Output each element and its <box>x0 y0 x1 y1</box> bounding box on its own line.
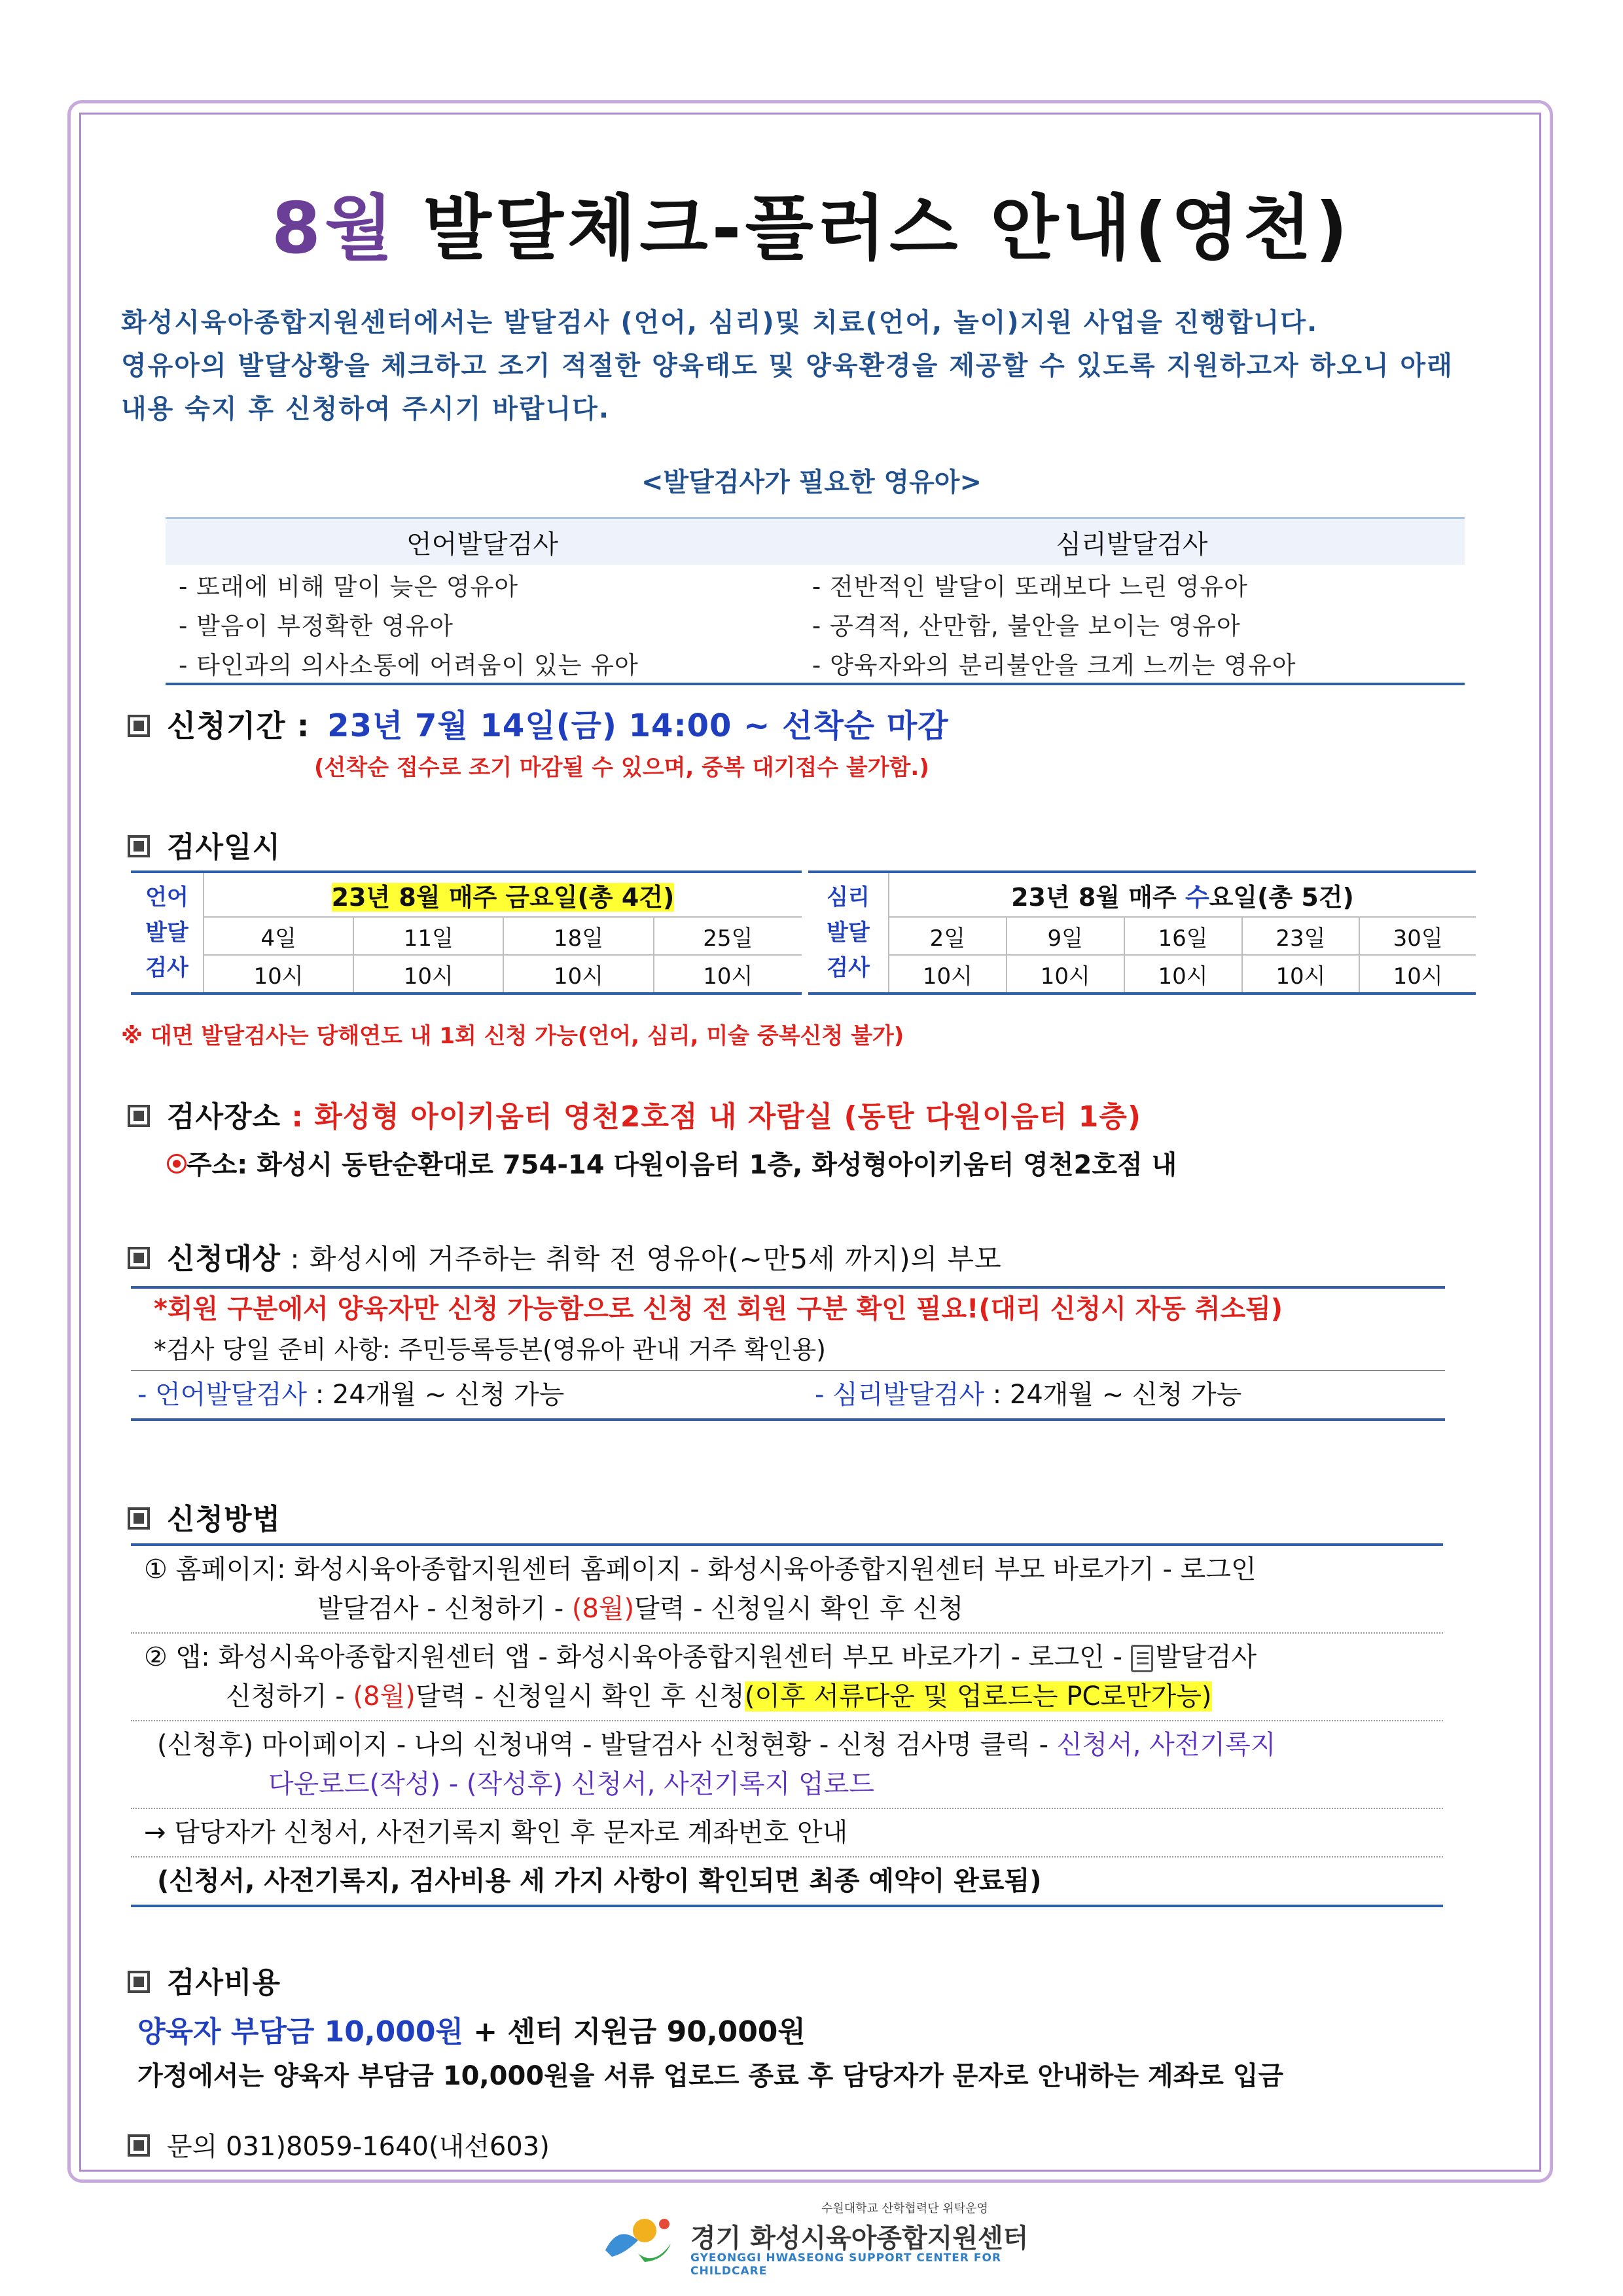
psych-schedule-header: 23년 8월 매주 수요일(총 5건) <box>889 872 1476 917</box>
time-cell: 10시 <box>1359 955 1476 994</box>
target-label: 신청대상 <box>167 1242 281 1276</box>
time-cell: 10시 <box>204 955 353 994</box>
time-cell: 10시 <box>889 955 1007 994</box>
intro-text <box>121 301 1522 431</box>
apply-period-label: 신청기간 : <box>167 708 310 744</box>
date-cell: 18일 <box>503 917 653 955</box>
square-bullet-icon <box>128 2134 150 2157</box>
title-main: 발달체크-플러스 안내(영천) <box>423 188 1352 270</box>
square-bullet-icon <box>128 1105 150 1127</box>
target-value: : 화성시에 거주하는 취학 전 영유아(~만5세 까지)의 부모 <box>281 1243 1002 1275</box>
need-cell: - 전반적인 발달이 또래보다 느린 영유아 <box>812 573 1248 601</box>
target-prep: *검사 당일 준비 사항: 주민등록등본(영유아 관내 거주 확인용) <box>131 1329 1445 1371</box>
cost-center: + 센터 지원금 90,000원 <box>463 2015 806 2049</box>
need-cell: - 타인과의 의사소통에 어려움이 있는 유아 <box>166 643 799 684</box>
footer-org-en: GYEONGGI HWASEONG SUPPORT CENTER FOR CHILDCARE <box>690 2251 1002 2278</box>
method-label: 신청방법 <box>167 1503 281 1536</box>
address-label: 주소: <box>187 1150 248 1180</box>
psych-side-label: 심리 발달 검사 <box>808 872 889 994</box>
cost-label: 검사비용 <box>167 1966 281 2000</box>
target-warning: *회원 구분에서 양육자만 신청 가능함으로 신청 전 회원 구분 확인 필요!(대리 신청시 자동 취소됨) <box>154 1294 1283 1324</box>
contact-label: 문의 031)8059-1640(내선603) <box>167 2132 550 2162</box>
date-cell: 30일 <box>1359 917 1476 955</box>
time-cell: 10시 <box>654 955 802 994</box>
need-cell: - 공격적, 산만함, 불안을 보이는 영유아 <box>812 612 1241 640</box>
lang-age-value: : 24개월 ~ 신청 가능 <box>307 1380 565 1410</box>
target-row <box>128 1235 1002 1277</box>
apply-period-note: (선착순 접수로 조기 마감될 수 있으며, 중복 대기접수 불가함.) <box>314 755 929 781</box>
time-cell: 10시 <box>1007 955 1124 994</box>
square-bullet-icon <box>128 1247 150 1269</box>
center-logo-icon <box>599 2204 684 2270</box>
place-row: 검사장소 : 화성형 아이키움터 영천2호점 내 자람실 (동탄 다원이음터 1층) <box>128 1093 1141 1135</box>
need-cell: - 발음이 부정확한 영유아 <box>179 612 454 640</box>
language-schedule-table <box>131 870 802 995</box>
intro-line-1: 화성시육아종합지원센터에서는 발달검사 (언어, 심리)및 치료(언어, 놀이)지원 사업을 진행합니다. <box>121 308 1319 338</box>
clipboard-icon <box>1131 1645 1153 1672</box>
date-cell: 4일 <box>204 917 353 955</box>
time-cell: 10시 <box>1242 955 1360 994</box>
page-title <box>0 171 1623 273</box>
apply-period-value: 23년 7월 14일(금) 14:00 ~ 선착순 마감 <box>327 708 949 744</box>
title-month: 8월 <box>271 188 397 270</box>
psych-schedule-table <box>808 870 1476 995</box>
target-box <box>131 1286 1445 1420</box>
time-cell: 10시 <box>503 955 653 994</box>
cost-desc: 가정에서는 양육자 부담금 10,000원을 서류 업로드 종료 후 담당자가 문자로 안내하는 계좌로 입금 <box>137 2061 1284 2091</box>
psych-age-value: : 24개월 ~ 신청 가능 <box>984 1380 1242 1410</box>
time-cell: 10시 <box>353 955 503 994</box>
date-cell: 23일 <box>1242 917 1360 955</box>
schedule-label: 검사일시 <box>167 831 281 864</box>
psych-column-header: 심리발달검사 <box>799 518 1465 565</box>
date-cell: 2일 <box>889 917 1007 955</box>
need-cell: - 또래에 비해 말이 늦은 영유아 <box>179 573 519 601</box>
place-value: 화성형 아이키움터 영천2호점 내 자람실 (동탄 다원이음터 1층) <box>314 1100 1142 1134</box>
language-column-header: 언어발달검사 <box>166 518 799 565</box>
need-heading: <발달검사가 필요한 영유아> <box>641 467 982 497</box>
footer-operator: 수원대학교 산학협력단 위탁운영 <box>821 2202 988 2215</box>
square-bullet-icon <box>128 1971 150 1993</box>
lang-age-label: - 언어발달검사 <box>137 1380 307 1410</box>
square-bullet-icon <box>128 715 150 737</box>
language-side-label: 언어 발달 검사 <box>131 872 204 994</box>
place-label: 검사장소 <box>167 1100 281 1134</box>
method-homepage: ① 홈페이지: 화성시육아종합지원센터 홈페이지 - 화성시육아종합지원센터 부모 바로가기 - 로그인 발달검사 - 신청하기 - (8월)달력 - 신청일시 확인 후 신청 <box>131 1546 1443 1634</box>
address-row <box>167 1144 1177 1181</box>
intro-line-2: 영유아의 발달상황을 체크하고 조기 적절한 양육태도 및 양육환경을 제공할 수 있도록 지원하고자 하오니 아래 <box>121 351 1454 381</box>
cost-amount <box>137 2008 806 2050</box>
cost-parent: 양육자 부담금 10,000원 <box>137 2015 463 2049</box>
schedule-note: ※ 대면 발달검사는 당해연도 내 1회 신청 가능(언어, 심리, 미술 중복신청 불가) <box>121 1023 904 1049</box>
method-after-apply: (신청후) 마이페이지 - 나의 신청내역 - 발달검사 신청현황 - 신청 검사명 클릭 - 신청서, 사전기록지 다운로드(작성) - (작성후) 신청서, 사전기록지 업로드 <box>131 1721 1443 1809</box>
footer-logo <box>599 2199 1057 2278</box>
date-cell: 16일 <box>1124 917 1242 955</box>
radio-bullet-icon <box>167 1154 187 1174</box>
footer-org-ko: 경기 화성시육아종합지원센터 <box>690 2223 1029 2253</box>
schedule-label-row <box>128 823 281 865</box>
square-bullet-icon <box>128 1507 150 1530</box>
time-cell: 10시 <box>1124 955 1242 994</box>
method-row <box>128 1496 281 1537</box>
cost-row <box>128 1959 281 2001</box>
method-account-notice: → 담당자가 신청서, 사전기록지 확인 후 문자로 계좌번호 안내 <box>131 1809 1443 1857</box>
contact-row <box>128 2126 550 2163</box>
date-cell: 11일 <box>353 917 503 955</box>
intro-line-3: 내용 숙지 후 신청하여 주시기 바랍니다. <box>121 394 611 424</box>
address-value: 화성시 동탄순환대로 754-14 다원이음터 1층, 화성형아이키움터 영천2호점 내 <box>257 1150 1177 1180</box>
method-final-notice: (신청서, 사전기록지, 검사비용 세 가지 사항이 확인되면 최종 예약이 완료됨) <box>157 1866 1042 1896</box>
square-bullet-icon <box>128 835 150 857</box>
method-box <box>131 1543 1443 1907</box>
language-schedule-header: 23년 8월 매주 금요일(총 4건) <box>204 872 802 917</box>
target-age-row <box>131 1371 1445 1421</box>
date-cell: 9일 <box>1007 917 1124 955</box>
psych-age-label: - 심리발달검사 <box>815 1380 984 1410</box>
apply-period <box>128 700 949 745</box>
need-cell: - 양육자와의 분리불안을 크게 느끼는 영유아 <box>799 643 1465 684</box>
need-table <box>166 517 1465 685</box>
date-cell: 25일 <box>654 917 802 955</box>
method-app: ② 앱: 화성시육아종합지원센터 앱 - 화성시육아종합지원센터 부모 바로가기 - 로그인 - 발달검사 신청하기 - (8월)달력 - 신청일시 확인 후 신청(이후 서류다운 및 업로드는 PC로만가능) <box>131 1634 1443 1721</box>
